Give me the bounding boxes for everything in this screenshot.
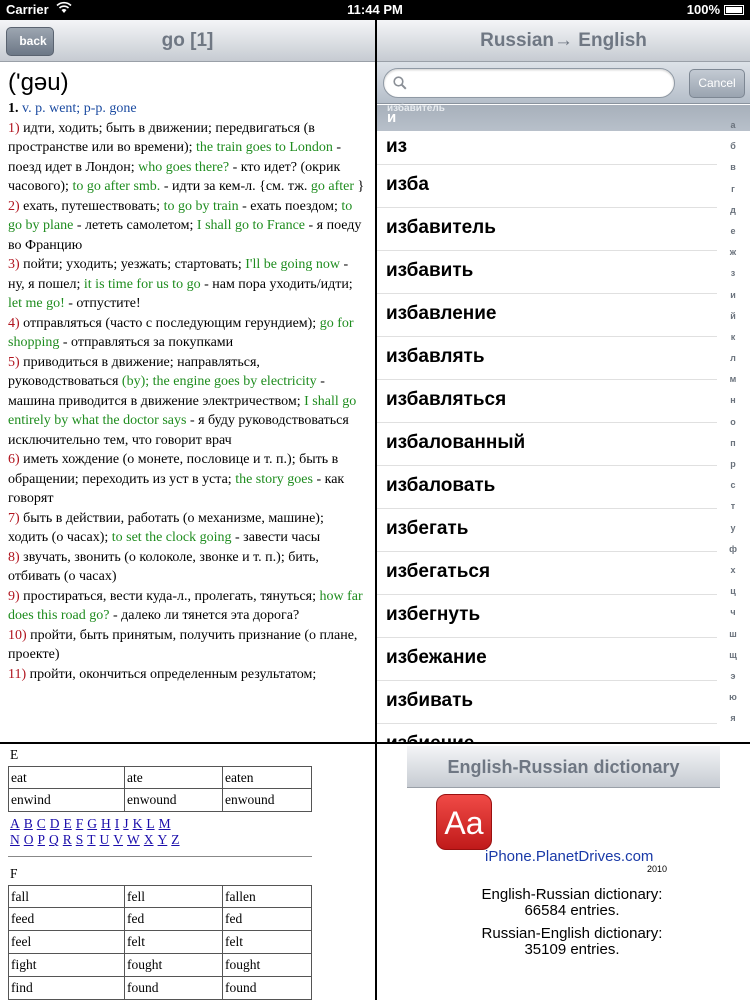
clock: 11:44 PM xyxy=(347,2,403,17)
table-row: feel felt felt xyxy=(8,931,312,954)
divider xyxy=(8,856,312,857)
alphabet-link[interactable]: P xyxy=(37,832,46,847)
index-letter[interactable]: с xyxy=(730,480,736,491)
alphabet-link[interactable]: J xyxy=(123,816,129,831)
list-item[interactable]: избегаться xyxy=(377,552,717,595)
index-letter[interactable]: у xyxy=(730,522,736,533)
grammar-forms: v. p. went; p-p. gone xyxy=(22,101,137,116)
word-list[interactable] xyxy=(377,105,750,742)
back-button[interactable]: back xyxy=(6,27,54,56)
battery-percent: 100% xyxy=(686,2,720,17)
about-panel xyxy=(377,744,750,1000)
list-item[interactable]: изба xyxy=(377,165,717,208)
table-row: fight fought fought xyxy=(8,954,312,977)
list-item[interactable]: избавляться xyxy=(377,380,717,423)
index-letter[interactable]: ш xyxy=(729,628,737,639)
alphabet-link[interactable]: K xyxy=(132,816,143,831)
alphabet-link[interactable]: L xyxy=(146,816,155,831)
index-letter[interactable]: х xyxy=(730,564,736,575)
index-letter[interactable]: и xyxy=(730,289,736,300)
right-navigation-bar xyxy=(377,20,750,62)
index-letter[interactable]: ц xyxy=(730,586,736,597)
list-item[interactable]: избавить xyxy=(377,251,717,294)
alphabet-link[interactable]: V xyxy=(113,832,124,847)
section-index[interactable] xyxy=(722,115,744,742)
index-letter[interactable]: й xyxy=(730,310,736,321)
index-letter[interactable]: л xyxy=(730,353,736,364)
index-letter[interactable]: я xyxy=(730,713,736,724)
list-item[interactable]: из xyxy=(377,131,717,165)
index-letter[interactable]: е xyxy=(730,225,736,236)
app-icon: Aa xyxy=(436,794,492,850)
left-navigation-bar xyxy=(0,20,375,62)
index-letter[interactable]: г xyxy=(731,183,735,194)
index-letter[interactable]: д xyxy=(730,204,736,215)
alphabet-link[interactable]: Q xyxy=(49,832,59,847)
scrolled-word-ghost: избавитель xyxy=(387,103,445,114)
index-letter[interactable]: ю xyxy=(729,692,737,703)
index-letter[interactable]: щ xyxy=(729,649,737,660)
alphabet-links xyxy=(10,816,310,848)
search-field[interactable] xyxy=(383,68,675,98)
status-bar xyxy=(0,0,750,20)
list-item[interactable]: избегать xyxy=(377,509,717,552)
list-item[interactable]: избавлять xyxy=(377,337,717,380)
alphabet-link[interactable]: Y xyxy=(157,832,168,847)
irregular-verbs-table xyxy=(0,744,374,1000)
index-letter[interactable]: т xyxy=(730,501,736,512)
search-input[interactable] xyxy=(412,73,662,93)
word-rows xyxy=(377,131,717,767)
battery-icon xyxy=(724,5,744,15)
alphabet-link[interactable]: X xyxy=(143,832,154,847)
alphabet-link[interactable]: F xyxy=(75,816,84,831)
carrier-label: Carrier xyxy=(6,2,49,17)
alphabet-link[interactable]: Z xyxy=(171,832,180,847)
index-letter[interactable]: э xyxy=(730,670,736,681)
index-letter[interactable]: з xyxy=(730,268,736,279)
english-russian-stat: English-Russian dictionary: 66584 entries. xyxy=(481,886,663,919)
letter-heading-f: F xyxy=(10,866,18,881)
table-row: fall fell fallen xyxy=(8,885,312,908)
cancel-button[interactable]: Cancel xyxy=(689,69,745,98)
about-header: English-Russian dictionary xyxy=(407,746,720,788)
alphabet-link[interactable]: E xyxy=(63,816,72,831)
alphabet-link[interactable]: G xyxy=(87,816,98,831)
search-icon xyxy=(393,76,407,95)
section-header: избавитель и xyxy=(377,105,750,131)
list-item[interactable]: избегнуть xyxy=(377,595,717,638)
table-row: enwind enwound enwound xyxy=(8,789,312,812)
index-letter[interactable]: ф xyxy=(729,543,737,554)
table-row: feed fed fed xyxy=(8,908,312,931)
cross-reference-link[interactable]: go after xyxy=(310,179,355,194)
dictionary-direction-title: Russian→ English xyxy=(480,30,647,51)
index-letter[interactable]: ж xyxy=(729,247,737,258)
russian-english-stat: Russian-English dictionary: 35109 entries. xyxy=(481,925,663,958)
entry-title: go [1] xyxy=(161,30,214,51)
alphabet-link[interactable]: R xyxy=(62,832,72,847)
index-letter[interactable]: н xyxy=(730,395,736,406)
list-item[interactable]: избавление xyxy=(377,294,717,337)
list-item[interactable]: избивать xyxy=(377,681,717,724)
entry-body: 1. v. p. went; p-p. gone 1) идти, ходить; быть в движении; передвигаться (в пространстве или во времени); the train goes to London - поезд идет в Лондон; who goes there? - кто идет? (окрик часового); to go after smb. - идти за кем-л. {см. тж. go after } 2) ехать, путешествовать; to go by train - ехать поездом; to go by plane - лететь самолетом; I shall go to France - я поеду во Францию 3) пойти; уходить; уезжать; стартовать; I'll be going now - ну, я пошел; it is time for us to go - нам пора уходить/идти; let me go! - отпустите! 4) отправляться (часто с последующим герундием); go for shopping - отправляться за покупками 5) приводиться в движение; направляться, руководствоваться (by); the engine goes by electricity - машина приводится в движение электричеством; I shall go entirely by what the doctor says - я буду руководствоваться исключительно тем, что говорит врач 6) иметь хождение (о монете, пословице и т. п.); быть в обращении; переходить из уст в уста; the story goes - как говорят 7) быть в действии, работать (о механизме, машине); ходить (о часах); to set the clock going - завести часы 8) звучать, звонить (о колоколе, звонке и т. п.); бить, отбивать (о часах) 9) простираться, вести куда-л., пролегать, тянуться; how far does this road go? - далеко ли тянется эта дорога? 10) пройти, быть принятым, получить признание (о плане, проекте) 11) пройти, окончиться определенным результатом; xyxy=(8,101,365,682)
table-row: eat ate eaten xyxy=(8,766,312,789)
website-link[interactable]: iPhone.PlanetDrives.com xyxy=(485,848,654,865)
index-letter[interactable]: к xyxy=(730,331,736,342)
alphabet-link[interactable]: C xyxy=(36,816,46,831)
alphabet-link[interactable]: D xyxy=(49,816,60,831)
phonetic-transcription: ('gəu) xyxy=(8,69,69,96)
list-item[interactable]: избаловать xyxy=(377,466,717,509)
index-letter[interactable]: м xyxy=(729,374,737,385)
alphabet-link[interactable]: A xyxy=(10,816,20,831)
index-letter[interactable]: о xyxy=(730,416,736,427)
alphabet-link[interactable]: H xyxy=(101,816,111,831)
index-letter[interactable]: п xyxy=(730,437,736,448)
letter-heading-e: E xyxy=(10,747,19,762)
alphabet-link[interactable]: I xyxy=(114,816,120,831)
alphabet-link[interactable]: O xyxy=(23,832,34,847)
year-label: 2010 xyxy=(647,864,668,874)
list-item[interactable]: избежание xyxy=(377,638,717,681)
alphabet-link[interactable]: U xyxy=(99,832,110,847)
alphabet-link[interactable]: W xyxy=(127,832,140,847)
table-row: find found found xyxy=(8,977,312,1000)
list-item[interactable]: избавитель xyxy=(377,208,717,251)
index-letter[interactable]: б xyxy=(730,141,736,152)
index-letter[interactable]: в xyxy=(730,162,736,173)
index-letter[interactable]: ч xyxy=(730,607,736,618)
index-letter[interactable]: р xyxy=(730,459,736,469)
index-letter[interactable]: а xyxy=(730,120,736,130)
alphabet-link[interactable]: T xyxy=(87,832,96,847)
alphabet-link[interactable]: M xyxy=(158,816,171,831)
dictionary-entry xyxy=(0,63,374,742)
alphabet-link[interactable]: N xyxy=(10,832,20,847)
alphabet-link[interactable]: B xyxy=(23,816,33,831)
list-item[interactable]: избалованный xyxy=(377,423,717,466)
alphabet-link[interactable]: S xyxy=(75,832,84,847)
